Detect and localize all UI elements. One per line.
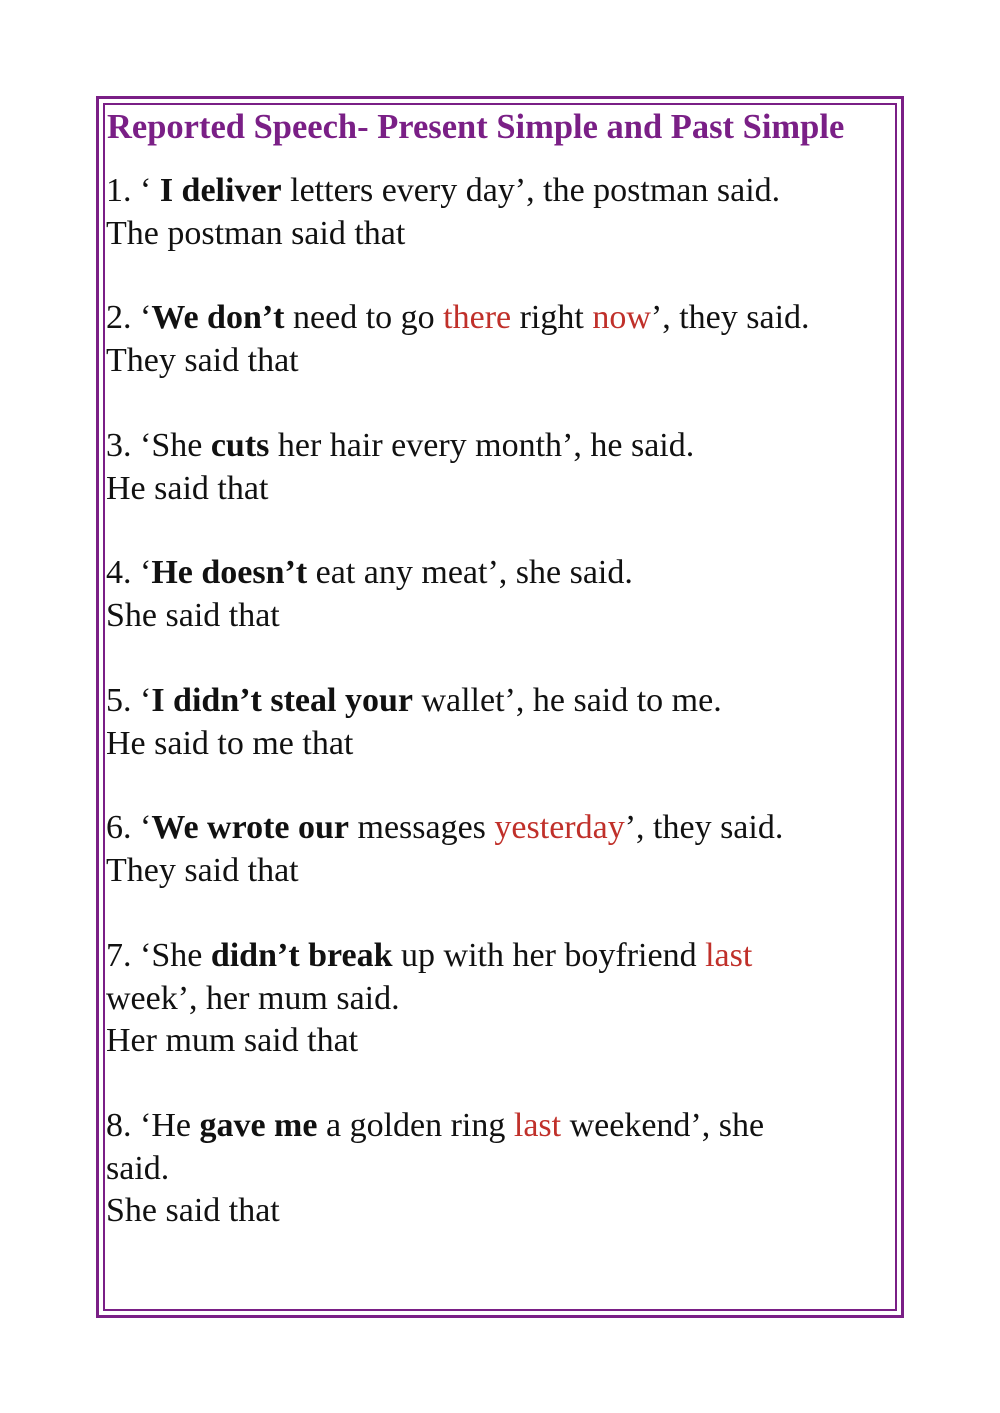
exercise-8-question-continued: said. bbox=[106, 1149, 170, 1187]
exercise-7-answer: Her mum said that bbox=[106, 1022, 359, 1059]
verb-highlight: We don’t bbox=[151, 299, 285, 336]
exercise-1-question: 1. ‘ I deliver letters every day’, the postman said. bbox=[106, 172, 781, 209]
exercise-2 bbox=[106, 297, 896, 382]
exercise-3-answer: He said that bbox=[106, 469, 269, 507]
time-place-word: now bbox=[592, 299, 651, 336]
exercise-1 bbox=[106, 170, 896, 255]
exercise-8-answer: She said that bbox=[106, 1192, 280, 1229]
exercise-6-answer: They said that bbox=[106, 851, 299, 889]
verb-highlight: I deliver bbox=[159, 172, 282, 209]
exercise-4 bbox=[106, 552, 896, 637]
exercise-7-question: 7. ‘She didn’t break up with her boyfriend last bbox=[106, 937, 753, 974]
exercise-7 bbox=[106, 935, 896, 1063]
worksheet-title: Reported Speech- Present Simple and Past Simple bbox=[107, 108, 845, 146]
exercise-2-question: 2. ‘We don’t need to go there right now’, they said. bbox=[106, 299, 810, 336]
time-place-word: last bbox=[513, 1107, 562, 1144]
exercise-5 bbox=[106, 680, 896, 765]
exercise-4-answer: She said that bbox=[106, 596, 280, 634]
exercise-6-question: 6. ‘We wrote our messages yesterday’, they said. bbox=[106, 809, 784, 846]
exercise-8 bbox=[106, 1105, 896, 1233]
exercise-4-question: 4. ‘He doesn’t eat any meat’, she said. bbox=[106, 554, 633, 591]
verb-highlight: cuts bbox=[210, 427, 270, 464]
time-place-word: yesterday bbox=[494, 809, 625, 846]
exercise-5-question: 5. ‘I didn’t steal your wallet’, he said to me. bbox=[106, 682, 722, 719]
exercise-2-answer: They said that bbox=[106, 341, 299, 379]
exercise-3 bbox=[106, 425, 896, 510]
time-place-word: last bbox=[705, 937, 753, 974]
exercise-7-question-continued: week’, her mum said. bbox=[106, 979, 400, 1017]
exercise-6 bbox=[106, 807, 896, 892]
exercise-5-answer: He said to me that bbox=[106, 724, 354, 762]
time-place-word: there bbox=[443, 299, 512, 336]
verb-highlight: gave me bbox=[199, 1107, 318, 1144]
verb-highlight: He doesn’t bbox=[151, 554, 308, 591]
exercise-8-question: 8. ‘He gave me a golden ring last weekend’, she bbox=[106, 1107, 765, 1144]
verb-highlight: I didn’t steal your bbox=[151, 682, 413, 719]
exercise-1-answer: The postman said that bbox=[106, 214, 406, 252]
verb-highlight: didn’t break bbox=[210, 937, 393, 974]
exercise-3-question: 3. ‘She cuts her hair every month’, he said. bbox=[106, 427, 695, 464]
verb-highlight: We wrote our bbox=[151, 809, 349, 846]
